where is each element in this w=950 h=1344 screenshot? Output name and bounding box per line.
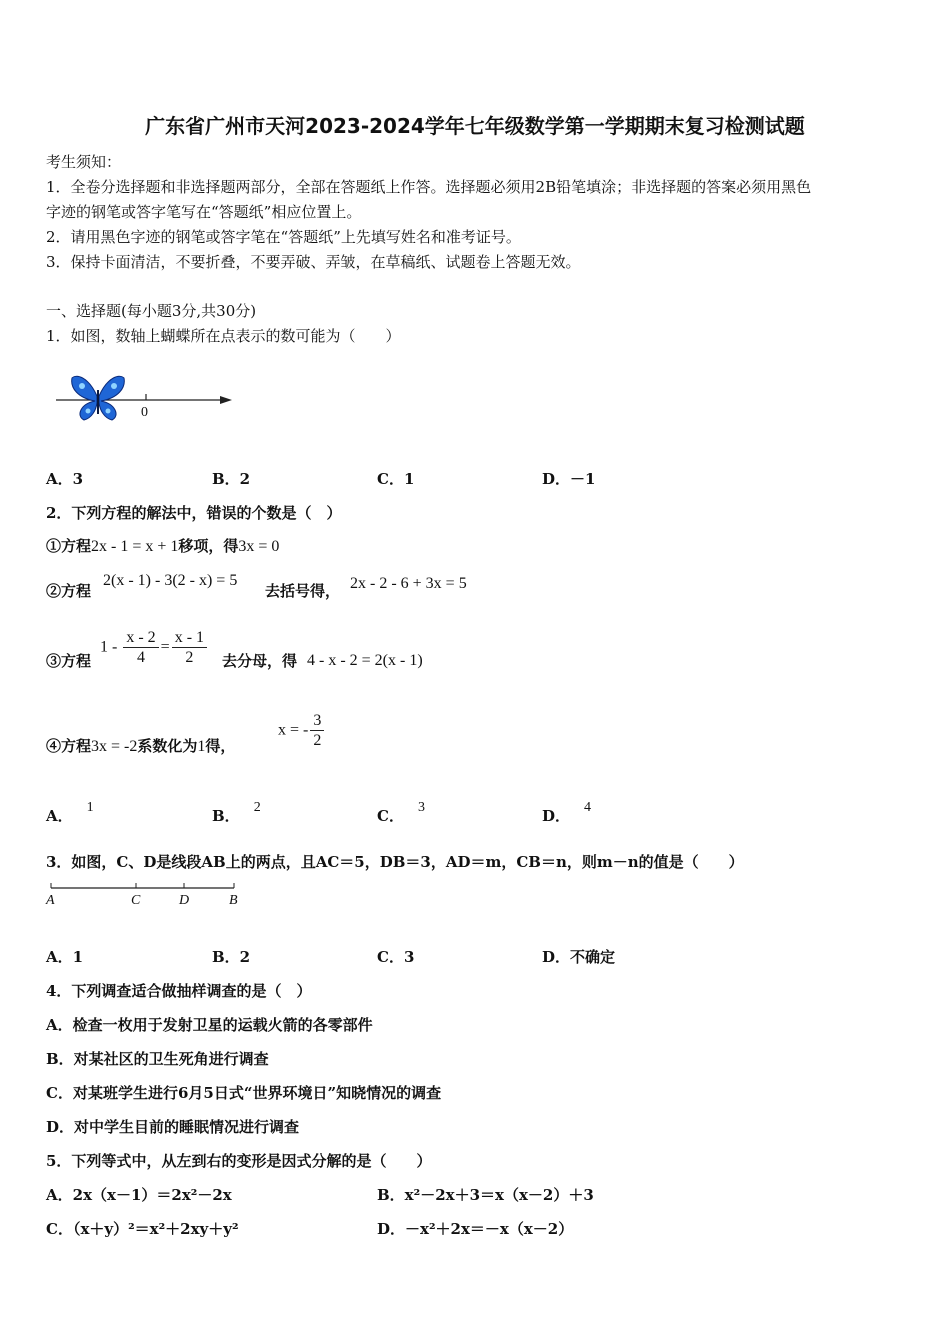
point-b-label: B (229, 893, 238, 908)
notice-item-1a: 1．全卷分选择题和非选择题两部分，全部在答题纸上作答。选择题必须用2B铅笔填涂；非选择题的答案必须用黑色 (46, 178, 812, 196)
q4-option-d: D．对中学生目前的睡眠情况进行调查 (46, 1118, 300, 1136)
point-d-label: D (179, 893, 190, 908)
q1-option-a: A．3 (46, 470, 84, 488)
q2-option-a (46, 800, 94, 827)
q3-segment-figure (44, 880, 244, 910)
q1-stem: 1．如图，数轴上蝴蝶所在点表示的数可能为（ ） (46, 327, 401, 345)
s1-mid: 移项，得 (178, 537, 239, 555)
s3-f1-den: 4 (136, 649, 145, 667)
q2-statement-4 (46, 737, 235, 756)
s3-f2-den: 2 (185, 649, 194, 667)
q2-option-b (212, 800, 261, 827)
q2-statement-1 (46, 537, 279, 556)
q2-c-value: 3 (417, 800, 425, 815)
s4-prefix: ④方程 (46, 737, 92, 755)
q3-option-c: C．3 (377, 948, 415, 966)
s4-one: 1 (197, 738, 206, 755)
s3-fraction-1 (123, 628, 158, 667)
q1-option-c: C．1 (377, 470, 415, 488)
s1-result: 3x = 0 (238, 538, 280, 555)
q2-d-value: 4 (584, 800, 592, 815)
s3-result: 4 - x - 2 = 2(x - 1) (307, 652, 423, 669)
s3-fraction-2 (172, 628, 207, 667)
q2-b-label: B． (212, 807, 240, 825)
zero-label: 0 (141, 405, 148, 420)
s3-mid: 去分母，得 (222, 652, 298, 670)
q2-option-d (542, 800, 592, 827)
s4-fraction (310, 711, 324, 750)
q1-option-b: B．2 (212, 470, 251, 488)
notice-item-2: 2．请用黑色字迹的钢笔或答字笔在“答题纸”上先填写姓名和准考证号。 (46, 228, 521, 246)
s4-result (278, 711, 326, 750)
s3-prefix: ③方程 (46, 652, 92, 670)
q2-c-label: C． (377, 807, 404, 825)
point-c-label: C (131, 893, 141, 908)
s4-num: 3 (310, 711, 324, 731)
q5-option-a: A．2x（x－1）＝2x²－2x (46, 1186, 232, 1204)
notice-item-3: 3．保持卡面清洁，不要折叠，不要弄破、弄皱，在草稿纸、试题卷上答题无效。 (46, 253, 581, 271)
q2-statement-2-prefix: ②方程 (46, 582, 92, 600)
q3-option-d: D．不确定 (542, 948, 616, 966)
s2-equation: 2(x - 1) - 3(2 - x) = 5 (103, 572, 238, 589)
s4-den: 2 (313, 732, 322, 750)
s4-lhs: x = - (278, 721, 309, 739)
q1-option-d: D．－1 (542, 470, 596, 488)
s3-equation (100, 628, 209, 667)
q2-option-c (377, 800, 425, 827)
notice-heading: 考生须知： (46, 153, 122, 171)
q2-a-value: 1 (86, 800, 94, 815)
page-title: 广东省广州市天河2023-2024学年七年级数学第一学期期末复习检测试题 (145, 114, 805, 138)
s3-equals: = (160, 638, 170, 656)
q4-stem: 4．下列调查适合做抽样调查的是（ ） (46, 982, 312, 1000)
q5-option-d: D．－x²＋2x＝－x（x－2） (377, 1220, 574, 1238)
number-line-arrow (220, 396, 232, 404)
q5-stem: 5．下列等式中，从左到右的变形是因式分解的是（ ） (46, 1152, 432, 1170)
s4-mid2: 得， (205, 737, 236, 755)
s4-mid: 系数化为 (137, 737, 198, 755)
q2-stem: 2．下列方程的解法中，错误的个数是（ ） (46, 504, 342, 522)
point-a-label: A (46, 893, 55, 908)
q4-option-a: A．检查一枚用于发射卫星的运载火箭的各零部件 (46, 1016, 373, 1034)
section-heading: 一、选择题(每小题3分,共30分) (46, 302, 257, 320)
q5-option-b: B．x²－2x＋3＝x（x－2）＋3 (377, 1186, 594, 1204)
s3-f1-num: x - 2 (123, 628, 158, 648)
s2-result: 2x - 2 - 6 + 3x = 5 (350, 575, 467, 592)
q5-option-c: C．（x＋y）²＝x²＋2xy＋y² (46, 1220, 239, 1238)
notice-item-1b: 字迹的钢笔或答字笔写在“答题纸”相应位置上。 (46, 203, 362, 221)
s2-mid: 去括号得， (265, 582, 341, 600)
q2-b-value: 2 (253, 800, 261, 815)
q2-d-label: D． (542, 807, 571, 825)
q2-statement-3 (46, 652, 91, 670)
s1-prefix: ①方程 (46, 537, 92, 555)
q2-a-label: A． (46, 807, 73, 825)
q3-option-b: B．2 (212, 948, 251, 966)
s4-equation: 3x = -2 (91, 738, 138, 755)
s3-f2-num: x - 1 (172, 628, 207, 648)
q3-option-a: A．1 (46, 948, 84, 966)
q3-stem: 3．如图，C、D是线段AB上的两点，且AC＝5，DB＝3，AD＝m，CB＝n，则m－n的值是（ ） (46, 853, 744, 871)
s1-equation: 2x - 1 = x + 1 (91, 538, 179, 555)
butterfly-icon (72, 376, 125, 420)
q4-option-b: B．对某社区的卫生死角进行调查 (46, 1050, 269, 1068)
q4-option-c: C．对某班学生进行6月5日式“世界环境日”知晓情况的调查 (46, 1084, 442, 1102)
s3-lead: 1 - (100, 638, 118, 656)
